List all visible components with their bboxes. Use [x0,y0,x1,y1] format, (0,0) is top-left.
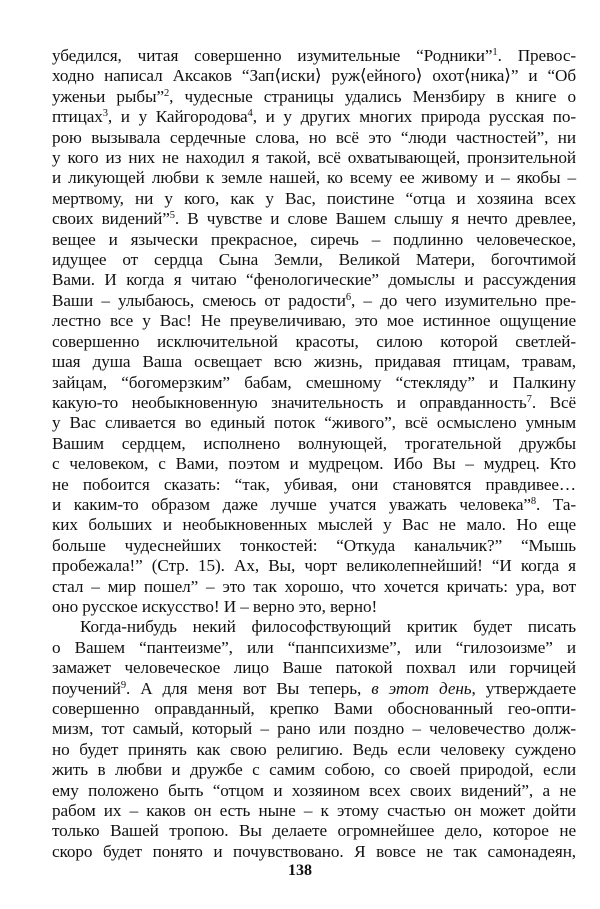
text-line: больше чудеснейших тонкостей: “Откуда канальчик?” “Мышь [52,535,576,555]
text-line: с человеком, с Вами, поэтом и мудрецом. Ибо Вы – мудрец. Кто [52,454,576,474]
footnote-ref: 8 [530,495,537,507]
text-line: у кого из них не находил я такой, всё охватывающей, пронзительной [52,148,576,168]
text-line: ких больших и необыкновенных мыслей у Вас не мало. Но еще [52,515,576,535]
text-line: рою вызывала сердечные слова, но всё это “люди частностей”, ни [52,127,576,147]
text-line: только Вашей тропою. Вы делаете огромнейшее дело, которое не [52,821,576,841]
text-line: Вашим сердцем, исполнено волнующей, трогательной дружбы [52,433,576,453]
text-line: совершенно исключительной красоты, силою которой светлей- [52,331,576,351]
text-line: ему положено быть “отцом и хозяином всех своих видений”, а не [52,780,576,800]
text-line: какую-то необыкновенную значительность и оправданность$^7$. Всё [52,392,576,412]
text-line: ходно написал Аксаков “Зап⟨иски⟩ руж⟨ейного⟩ охот⟨ника⟩” и “Об [52,66,576,86]
text-line: идущее от сердца Сына Земли, Великой Матери, богочтимой [52,250,576,270]
text-line: о Вашем “пантеизме”, или “панпсихизме”, или “гилозоизме” и [52,637,576,657]
footnote-ref: 4 [247,108,253,120]
footnote-ref: 7 [526,393,532,405]
text-line: совершенно оправданный, крепко Вами обоснованный гео-опти- [52,699,576,718]
footnote-ref: 9 [120,679,126,691]
body-text [52,46,576,862]
text-line: Когда-нибудь некий философствующий критик будет писать [80,617,576,637]
text-line: шая душа Ваша освещает всю жизнь, придавая птицам, травам, [52,352,576,372]
text-line: скоро будет понято и почувствовано. Я вовсе не так самонадеян, [52,841,576,861]
footnote-ref: 5 [169,210,175,222]
text-line: птицах$^3$, и у Кайгородова$^4$, и у других многих природа русская по- [52,107,576,127]
text-line: но будет принять как свою религию. Ведь если человеку суждено [52,739,576,759]
footnote-ref: 1 [492,47,498,58]
paragraph-2 [52,617,576,862]
italic-phrase: в этот день [371,678,472,698]
text-line: и ликующей любви к земле нашей, ко всему ее живому и – якобы – [52,168,576,188]
text-line: зайцам, “богомерзким” бабам, смешному “стекляду” и Палкину [52,372,576,392]
footnote-ref: 3 [102,108,108,120]
text-line: убедился, читая совершенно изумительные “Родники”$^1$. Превос- [52,46,577,65]
text-line: рабом их – каков он есть ныне – к этому счастью он может дойти [52,801,576,821]
text-line: замажет человеческое лицо Ваше патокой похвал или горчицей [52,658,576,678]
text-line: поучений$^9$. А для меня вот Вы теперь, в этот день, утверждаете [52,678,576,698]
text-line: мизм, тот самый, который – рано или поздно – человечество долж- [52,719,576,739]
text-line: вещее и язычески прекрасное, сиречь – подлинно человеческое, [52,229,576,249]
text-line: уженьи рыбы”$^2$, чудесные страницы удались Мензбиру в книге о [52,86,576,106]
text-line: жить в любви и дружбе с самим собою, со своей природой, если [52,760,576,780]
text-line: и каким-то образом даже лучше учатся уважать человека”$^8$. Та- [52,494,576,514]
footnote-ref: 2 [164,87,170,99]
text-line: у Вас сливается во единый поток “живого”, всё осмыслено умным [52,413,576,433]
text-line: мертвому, ни у кого, как у Вас, поистине “отца и хозяина всех [52,188,576,208]
text-line: оно русское искусство! И – верно это, верно! [52,596,378,616]
text-line: стал – мир пошел” – это так хорошо, что хочется кричать: ура, вот [52,576,576,596]
paragraph-1 [52,46,576,617]
text-line: Ваши – улыбаюсь, смеюсь от радости$^6$, – до чего изумительно пре- [52,290,576,310]
page-number: 138 [288,862,312,879]
footnote-ref: 6 [345,291,351,303]
text-line: пробежала!” (Стр. 15). Ах, Вы, чорт великолепнейший! “И когда я [52,556,576,576]
text-line: лестно все у Вас! Не преувеличиваю, это мое истинное ощущение [52,311,576,331]
text-line: своих видений”$^5$. В чувстве и слове Вашем слышу я нечто древлее, [52,209,576,229]
text-line: Вами. И когда я читаю “фенологические” домыслы и рассуждения [52,270,576,290]
text-line: не побоится сказать: “так, убивая, они становятся правдивее… [52,474,576,494]
